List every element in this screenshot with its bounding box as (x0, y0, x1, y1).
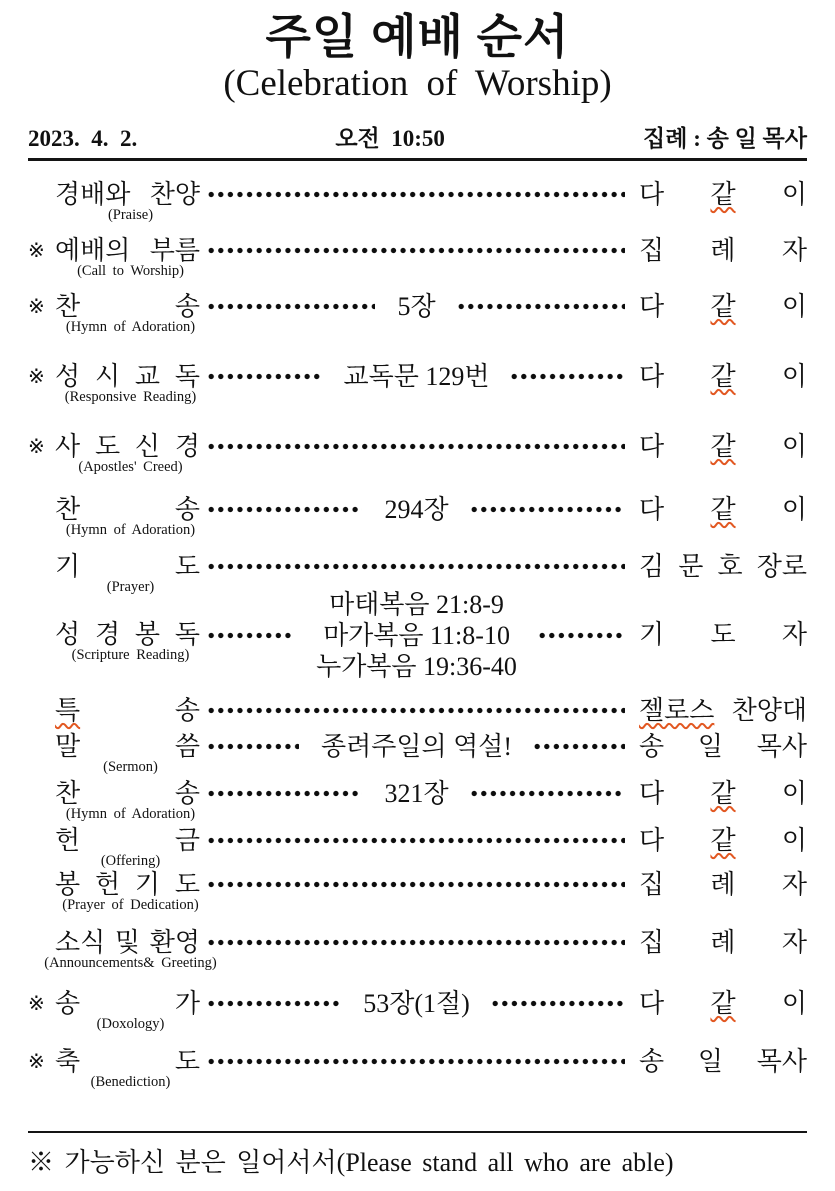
worship-row (28, 778, 807, 822)
row-center-text: 294장 (384, 494, 449, 524)
row-label (55, 731, 200, 775)
row-label-text: 성 경 봉 독 (55, 620, 200, 650)
row-center-text: 321장 (384, 778, 449, 808)
row-performer (639, 361, 807, 393)
spellcheck-marked-text: 특 (55, 695, 81, 725)
stand-note: ※ 가능하신 분은 일어서서(Please stand all who are able) (28, 1147, 674, 1177)
worship-row (28, 494, 807, 538)
row-performer (639, 825, 807, 857)
dotted-leader (534, 743, 625, 750)
row-performer-text: 이 (735, 778, 807, 808)
worship-row (28, 551, 807, 595)
dotted-leader (208, 563, 625, 570)
row-label (55, 431, 200, 475)
dotted-leader (208, 191, 625, 198)
row-performer-text: 집 례 자 (639, 235, 807, 265)
worship-row (28, 589, 807, 682)
row-label (55, 291, 200, 335)
row-label (44, 927, 217, 971)
row-performer (639, 927, 807, 959)
row-performer-text: 송 일 목사 (639, 731, 808, 761)
row-performer-text: 이 (735, 494, 807, 524)
row-performer-text: 기 도 자 (639, 620, 808, 650)
page-title: 주일 예배 순서 (265, 12, 570, 64)
row-label-text: 봉 헌 기 도 (55, 869, 200, 899)
row-label-text: 찬 송 (55, 291, 200, 321)
row-performer-text: 집 례 자 (639, 869, 807, 899)
row-label-text: 찬 송 (55, 778, 200, 808)
row-label-text: 사 도 신 경 (55, 431, 200, 461)
worship-row (28, 1046, 807, 1090)
service-date: 2023. 4. 2. (28, 125, 138, 151)
spellcheck-marked-text: 같 (710, 179, 736, 209)
row-performer-text: 송 일 목사 (639, 1046, 807, 1076)
row-performer-text: 다 (639, 179, 711, 209)
row-performer (639, 1046, 807, 1078)
dotted-leader (208, 790, 362, 797)
standing-marker: ※ (28, 992, 45, 1015)
row-subtitle: (Hymn of Adoration) (65, 521, 196, 538)
dotted-leader (511, 373, 625, 380)
row-label (55, 551, 200, 595)
row-performer (639, 551, 807, 583)
row-subtitle: (Announcements& Greeting) (44, 954, 217, 971)
row-performer (639, 494, 807, 526)
row-performer (639, 695, 807, 727)
row-subtitle: (Prayer) (106, 578, 155, 595)
dotted-leader (208, 1058, 625, 1065)
row-performer-text: 찬양대 (714, 695, 807, 725)
dotted-leader (208, 247, 625, 254)
row-performer-text: 다 (639, 361, 711, 391)
footer-rule (28, 1131, 807, 1133)
row-label (55, 778, 200, 822)
spellcheck-marked-text: 같 (710, 361, 736, 391)
dotted-leader (208, 632, 294, 639)
dotted-leader (208, 303, 375, 310)
worship-row (28, 361, 807, 405)
spellcheck-marked-text: 같 (710, 825, 736, 855)
row-performer-text: 이 (735, 988, 807, 1018)
row-subtitle: (Apostles' Creed) (78, 458, 183, 475)
row-performer (639, 731, 807, 763)
row-subtitle: (Prayer of Dedication) (62, 896, 199, 913)
row-label-text: 축 도 (55, 1046, 200, 1076)
row-label-text: 헌 금 (55, 825, 200, 855)
dotted-leader (208, 939, 625, 946)
row-subtitle: (Sermon) (103, 758, 158, 775)
row-performer (639, 988, 807, 1020)
row-label (55, 619, 200, 664)
service-info-bar (28, 120, 807, 153)
worship-row (28, 695, 807, 727)
standing-marker: ※ (28, 295, 45, 318)
worship-row (28, 235, 807, 279)
worship-row (28, 179, 807, 223)
worship-row (28, 731, 808, 775)
dotted-leader (208, 506, 362, 513)
service-officiant: 집례 : 송 일 목사 (643, 125, 807, 151)
row-label (55, 869, 200, 913)
row-label-text: 소식 및 환영 (55, 927, 200, 957)
row-performer (639, 235, 807, 267)
worship-row (28, 291, 807, 335)
row-performer-text: 다 (639, 431, 711, 461)
row-label-text: 기 도 (55, 551, 200, 581)
dotted-leader (458, 303, 625, 310)
dotted-leader (208, 443, 625, 450)
dotted-leader (471, 790, 625, 797)
dotted-leader (539, 632, 625, 639)
row-subtitle: (Responsive Reading) (64, 388, 197, 405)
row-performer-text: 다 (639, 988, 711, 1018)
row-subtitle: (Offering) (100, 852, 161, 869)
row-label-text: 송 가 (55, 988, 200, 1018)
row-label-text: 성 시 교 독 (55, 361, 200, 391)
dotted-leader (208, 837, 625, 844)
row-subtitle: (Hymn of Adoration) (65, 318, 196, 335)
row-center-text: 5장 (397, 291, 436, 321)
row-performer-text: 다 (639, 825, 711, 855)
row-performer (639, 778, 807, 810)
dotted-leader (208, 1000, 341, 1007)
row-center-text: 53장(1절) (363, 988, 470, 1018)
row-subtitle: (Doxology) (96, 1015, 165, 1032)
worship-row (28, 869, 807, 913)
standing-marker: ※ (28, 1050, 45, 1073)
row-label-text: 예배의 부름 (55, 235, 200, 265)
spellcheck-marked-text: 같 (710, 778, 736, 808)
row-label (55, 1046, 200, 1090)
page-subtitle: (Celebration of Worship) (223, 62, 612, 104)
standing-marker: ※ (28, 239, 45, 262)
worship-row (28, 825, 807, 869)
row-label (55, 825, 200, 869)
spellcheck-marked-text: 같 (710, 431, 736, 461)
row-performer-text: 집 례 자 (639, 927, 807, 957)
row-label-text: 말 씀 (55, 731, 200, 761)
row-label (55, 988, 200, 1032)
dotted-leader (208, 743, 299, 750)
worship-row (28, 988, 807, 1032)
row-performer (639, 291, 807, 323)
row-label-text: 경배와 찬양 (55, 179, 200, 209)
worship-rows (28, 179, 808, 1090)
row-performer-text: 이 (735, 179, 807, 209)
row-label (55, 235, 200, 279)
row-performer-text: 다 (639, 778, 711, 808)
row-subtitle: (Praise) (107, 206, 154, 223)
dotted-leader (208, 707, 625, 714)
row-performer-text: 이 (735, 361, 807, 391)
row-label (55, 695, 200, 727)
row-center-text: 종려주일의 역설! (321, 731, 512, 761)
service-time: 오전 10:50 (335, 125, 445, 151)
row-subtitle: (Call to Worship) (77, 262, 184, 279)
dotted-leader (492, 1000, 625, 1007)
row-performer-text: 이 (735, 291, 807, 321)
row-label (55, 361, 200, 405)
spellcheck-marked-text: 같 (710, 291, 736, 321)
row-subtitle: (Scripture Reading) (71, 647, 190, 664)
row-performer (639, 179, 807, 211)
row-center-text: 마태복음 21:8-9 마가복음 11:8-10 누가복음 19:36-40 (316, 589, 517, 681)
row-subtitle: (Benediction) (90, 1073, 171, 1090)
row-label (55, 179, 200, 223)
dotted-leader (208, 373, 322, 380)
row-performer-text: 이 (735, 431, 807, 461)
row-subtitle: (Hymn of Adoration) (65, 805, 196, 822)
spellcheck-marked-text: 같 (710, 988, 736, 1018)
dotted-leader (208, 881, 625, 888)
dotted-leader (471, 506, 625, 513)
spellcheck-marked-text: 같 (710, 494, 736, 524)
row-label-text: 송 (80, 695, 200, 725)
row-performer-text: 다 (639, 291, 711, 321)
row-performer (639, 431, 807, 463)
row-center-text: 교독문 129번 (343, 361, 490, 391)
standing-marker: ※ (28, 435, 45, 458)
standing-marker: ※ (28, 365, 45, 388)
row-performer-text: 김 문 호 장로 (639, 551, 807, 581)
row-performer (639, 619, 807, 651)
row-performer-text: 다 (639, 494, 711, 524)
worship-row (28, 927, 807, 971)
row-performer-text: 이 (735, 825, 807, 855)
row-label (55, 494, 200, 538)
header-rule (28, 158, 807, 161)
worship-row (28, 431, 807, 475)
spellcheck-marked-text: 젤로스 (639, 695, 715, 725)
row-label-text: 찬 송 (55, 494, 200, 524)
row-performer (639, 869, 807, 901)
